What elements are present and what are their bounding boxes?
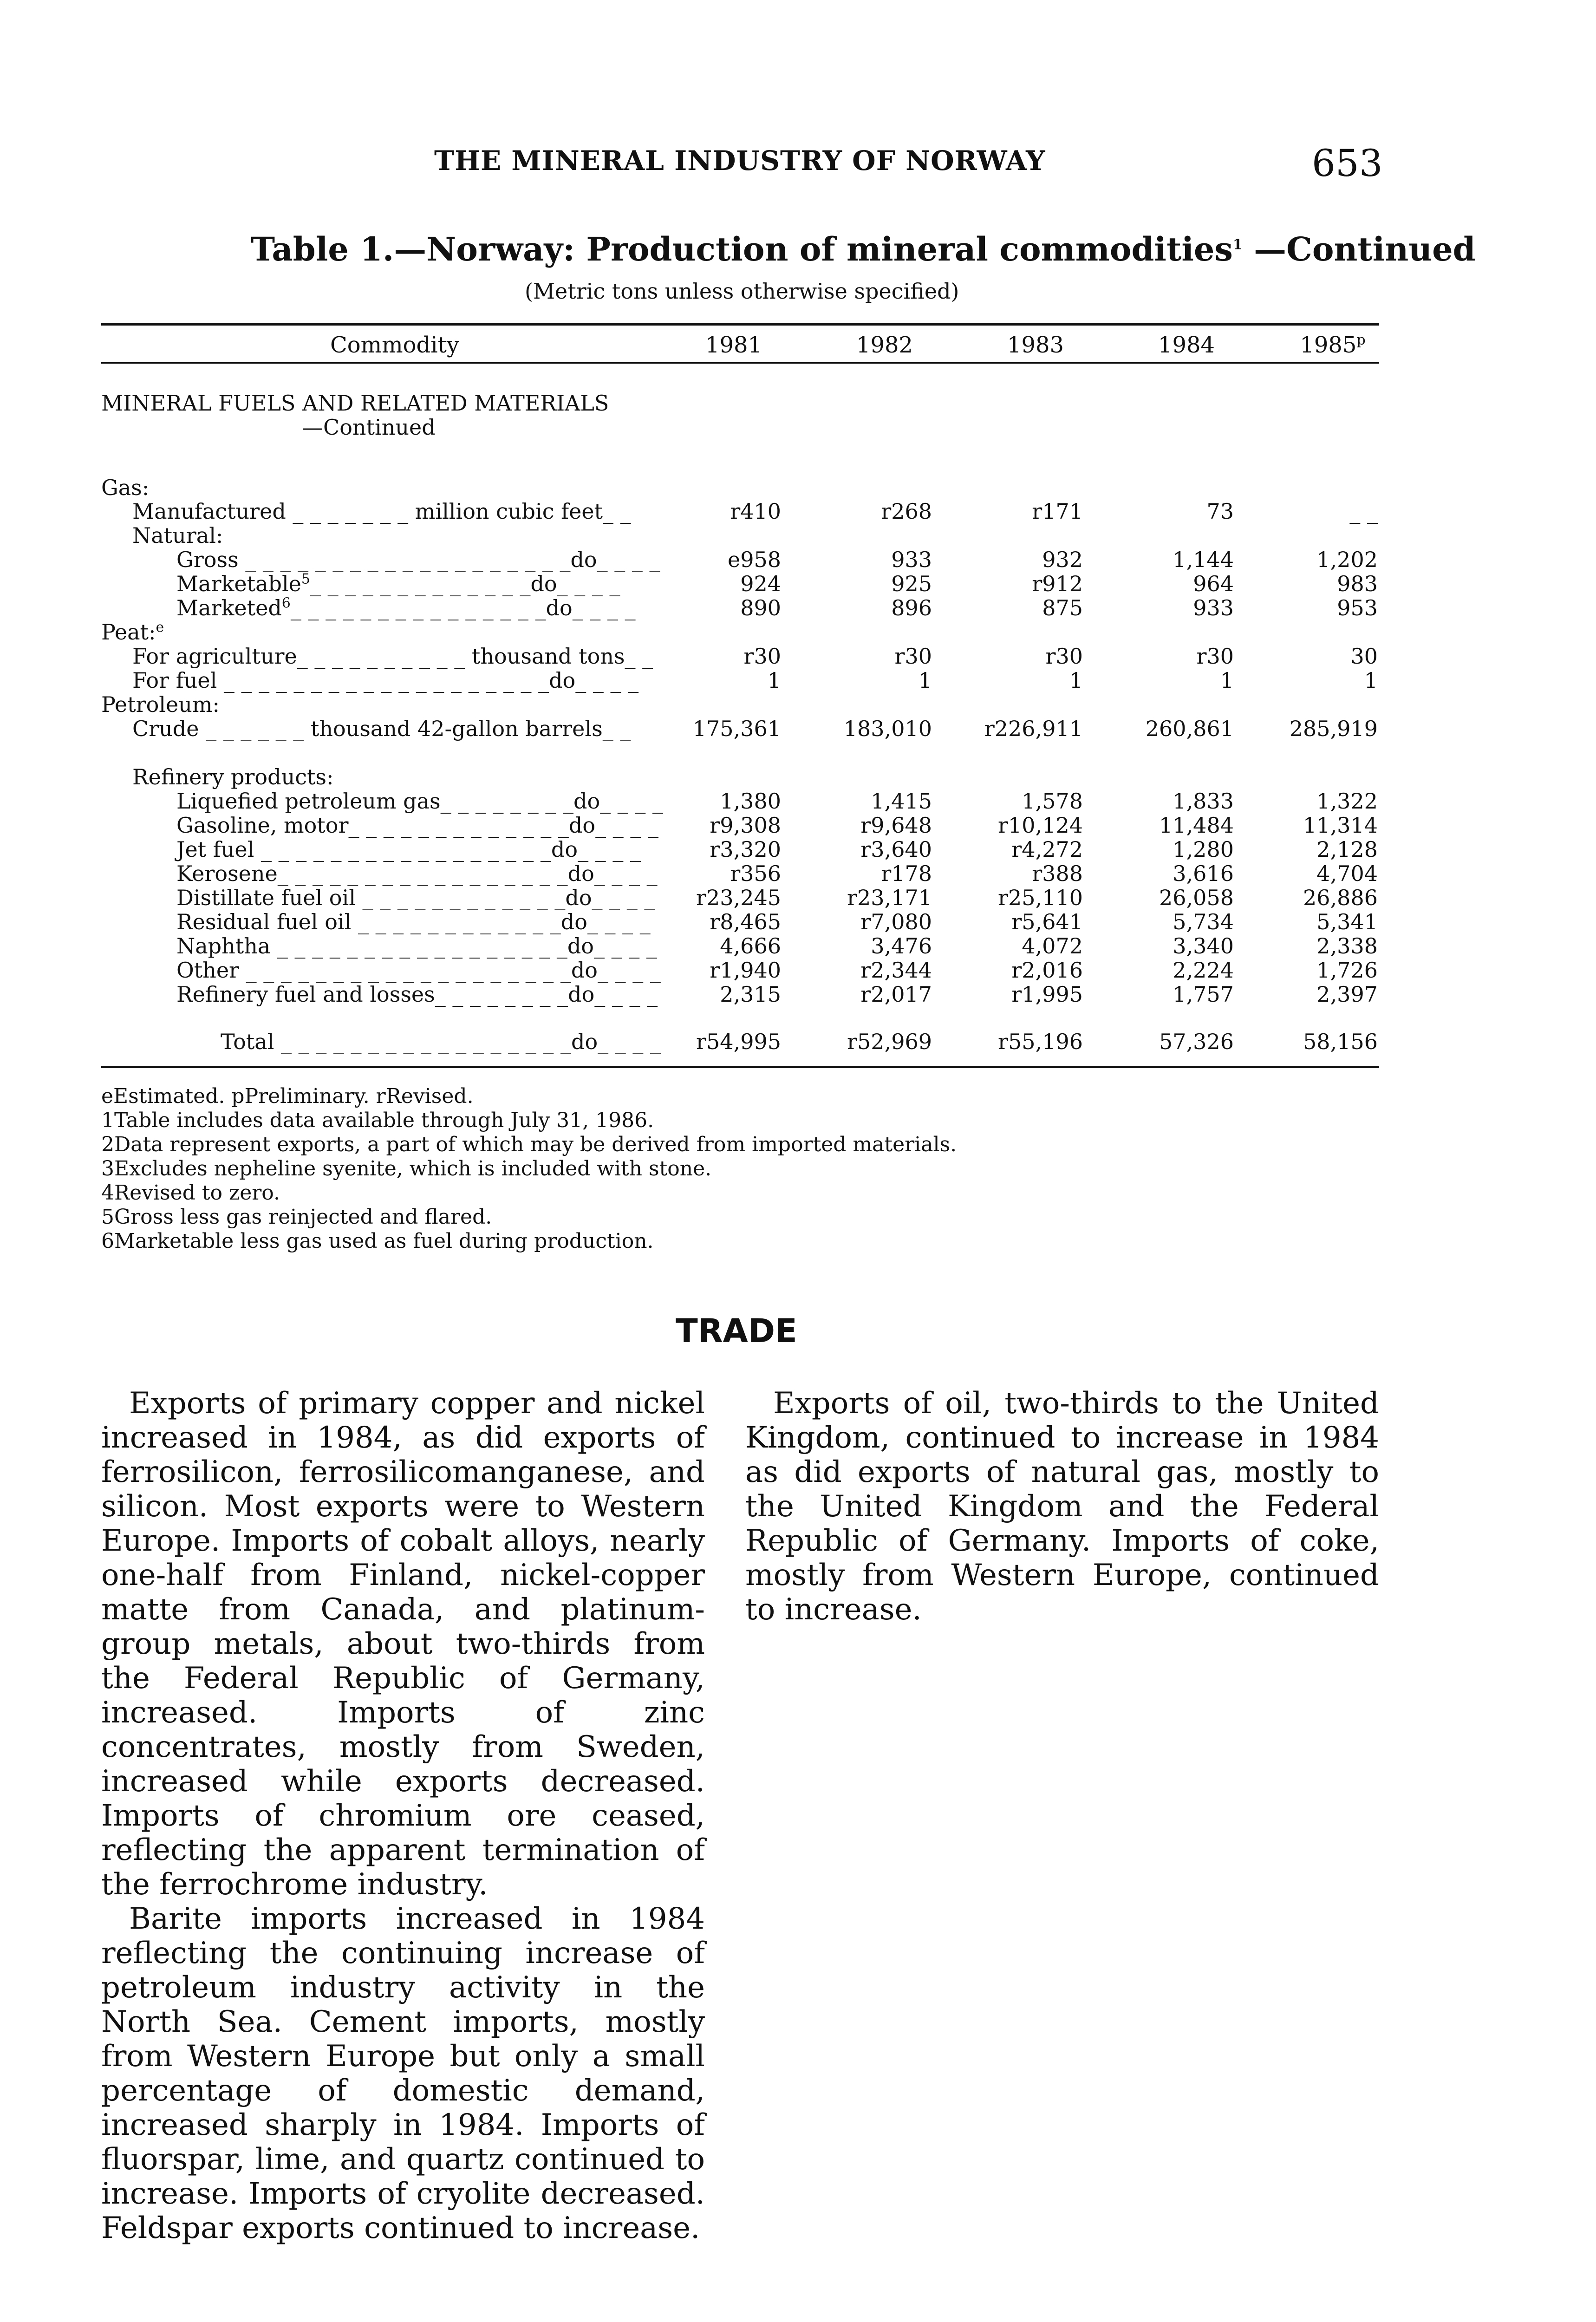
paragraph: Barite imports increased in 1984 reflecting the continuing increase of petroleum industry activity in the North Sea. Cement imports, mostly from Western Europe but only a small percentage of domestic demand, increased sharply in 1984. Imports of fluorspar, lime, and quartz continued to increase. Imports of cryolite decreased. Feldspar exports continued to increase. <box>101 1902 705 2245</box>
table-bottom-rule <box>101 1066 1379 1068</box>
col-head-1981: 1981 <box>705 332 762 358</box>
text-column-right <box>745 1386 1379 1627</box>
group-label-peat: Peat:$^e$ <box>101 619 164 645</box>
footnote: 5Gross less gas reinjected and flared. <box>101 1205 492 1229</box>
table-row: Liquefied petroleum gas_ _ _ _ _ _ _ _do_ _ _ _ 1,380 1,415 1,578 1,833 1,322 <box>176 789 1378 814</box>
group-label-refinery: Refinery products: <box>132 764 334 789</box>
text-column-left <box>101 1386 705 2245</box>
table-row: Gross _ _ _ _ _ _ _ _ _ _ _ _ _ _ _ _ _ _ _do_ _ _ _ e958 933 932 1,144 1,202 <box>176 547 1378 572</box>
page-number: 653 <box>1312 142 1383 185</box>
footnote: 4Revised to zero. <box>101 1181 280 1205</box>
running-title: THE MINERAL INDUSTRY OF NORWAY <box>434 145 1046 176</box>
table-row: Other _ _ _ _ _ _ _ _ _ _ _ _ _ _ _ _ _ _ _do_ _ _ _ r1,940 r2,344 r2,016 2,224 1,726 <box>176 958 1378 983</box>
col-head-1982: 1982 <box>856 332 913 358</box>
group-label-gas: Gas: <box>101 475 150 500</box>
section-heading-cont: —Continued <box>302 415 436 440</box>
group-label-natural: Natural: <box>132 523 223 548</box>
table-top-rule <box>101 323 1379 326</box>
table-row-total: Total _ _ _ _ _ _ _ _ _ _ _ _ _ _ _ _ _do_ _ _ _ r54,995 r52,969 r55,196 57,326 58,156 <box>221 1029 1378 1054</box>
table-row: For fuel _ _ _ _ _ _ _ _ _ _ _ _ _ _ _ _ _ _ _do_ _ _ _ 1 1 1 1 1 <box>132 668 1378 693</box>
table-row: Distillate fuel oil _ _ _ _ _ _ _ _ _ _ _ _do_ _ _ _ r23,245 r23,171 r25,110 26,058 26,886 <box>176 885 1378 910</box>
paragraph: Exports of oil, two-thirds to the United Kingdom, continued to increase in 1984 as did exports of natural gas, mostly to the United Kingdom and the Federal Republic of Germany. Imports of coke, mostly from Western Europe, continued to increase. <box>745 1386 1379 1627</box>
table-row: Refinery fuel and losses_ _ _ _ _ _ _ _do_ _ _ _ 2,315 r2,017 r1,995 1,757 2,397 <box>176 982 1378 1007</box>
table-row: Gasoline, motor_ _ _ _ _ _ _ _ _ _ _ _ _do_ _ _ _ r9,308 r9,648 r10,124 11,484 11,314 <box>176 813 1378 838</box>
table-row: Kerosene_ _ _ _ _ _ _ _ _ _ _ _ _ _ _ _ _do_ _ _ _ r356 r178 r388 3,616 4,704 <box>176 861 1378 886</box>
table-subtitle: (Metric tons unless otherwise specified) <box>525 279 959 304</box>
table-row: Marketed$^6$_ _ _ _ _ _ _ _ _ _ _ _ _ _ _do_ _ _ _ 890 896 875 933 953 <box>176 595 1378 620</box>
col-head-commodity: Commodity <box>330 332 460 358</box>
col-head-1985: 1985$^p$ <box>1300 332 1366 358</box>
table-row: Crude _ _ _ _ _ _ thousand 42-gallon barrels_ _ 175,361 183,010 r226,911 260,861 285,919 <box>132 716 1378 741</box>
footnote: eEstimated. pPreliminary. rRevised. <box>101 1084 474 1108</box>
table-row: Naphtha _ _ _ _ _ _ _ _ _ _ _ _ _ _ _ _ _do_ _ _ _ 4,666 3,476 4,072 3,340 2,338 <box>176 933 1378 959</box>
col-head-1983: 1983 <box>1007 332 1064 358</box>
section-heading: MINERAL FUELS AND RELATED MATERIALS <box>101 391 609 416</box>
section-heading-trade: TRADE <box>676 1312 797 1350</box>
table-head-rule <box>101 362 1379 364</box>
group-label-petroleum: Petroleum: <box>101 692 220 717</box>
footnote: 6Marketable less gas used as fuel during production. <box>101 1229 654 1253</box>
footnote: 2Data represent exports, a part of which may be derived from imported materials. <box>101 1133 957 1156</box>
footnote: 1Table includes data available through July 31, 1986. <box>101 1109 654 1132</box>
table-row: Jet fuel _ _ _ _ _ _ _ _ _ _ _ _ _ _ _ _ _do_ _ _ _ r3,320 r3,640 r4,272 1,280 2,128 <box>176 837 1378 862</box>
table-row: For agriculture_ _ _ _ _ _ _ _ _ _ thousand tons_ _ r30 r30 r30 r30 30 <box>132 644 1378 669</box>
table-title: Table 1.—Norway: Production of mineral commodities$^1$ —Continued <box>251 230 1476 268</box>
paragraph: Exports of primary copper and nickel increased in 1984, as did exports of ferrosilicon, ferrosilicomanganese, and silicon. Most exports were to Western Europe. Imports of cobalt alloys, nearly one-half from Finland, nickel-copper matte from Canada, and platinum-group metals, about two-thirds from the Federal Republic of Germany, increased. Imports of zinc concentrates, mostly from Sweden, increased while exports decreased. Imports of chromium ore ceased, reflecting the apparent termination of the ferrochrome industry. <box>101 1386 705 1902</box>
table-row: Residual fuel oil _ _ _ _ _ _ _ _ _ _ _ _do_ _ _ _ r8,465 r7,080 r5,641 5,734 5,341 <box>176 909 1378 934</box>
footnote: 3Excludes nepheline syenite, which is included with stone. <box>101 1157 712 1181</box>
table-row: Marketable$^5$_ _ _ _ _ _ _ _ _ _ _ _ _do_ _ _ _ 924 925 r912 964 983 <box>176 571 1378 596</box>
col-head-1984: 1984 <box>1158 332 1215 358</box>
table-row: Manufactured _ _ _ _ _ _ _ million cubic feet_ _ r410 r268 r171 73 _ _ <box>132 499 1378 524</box>
